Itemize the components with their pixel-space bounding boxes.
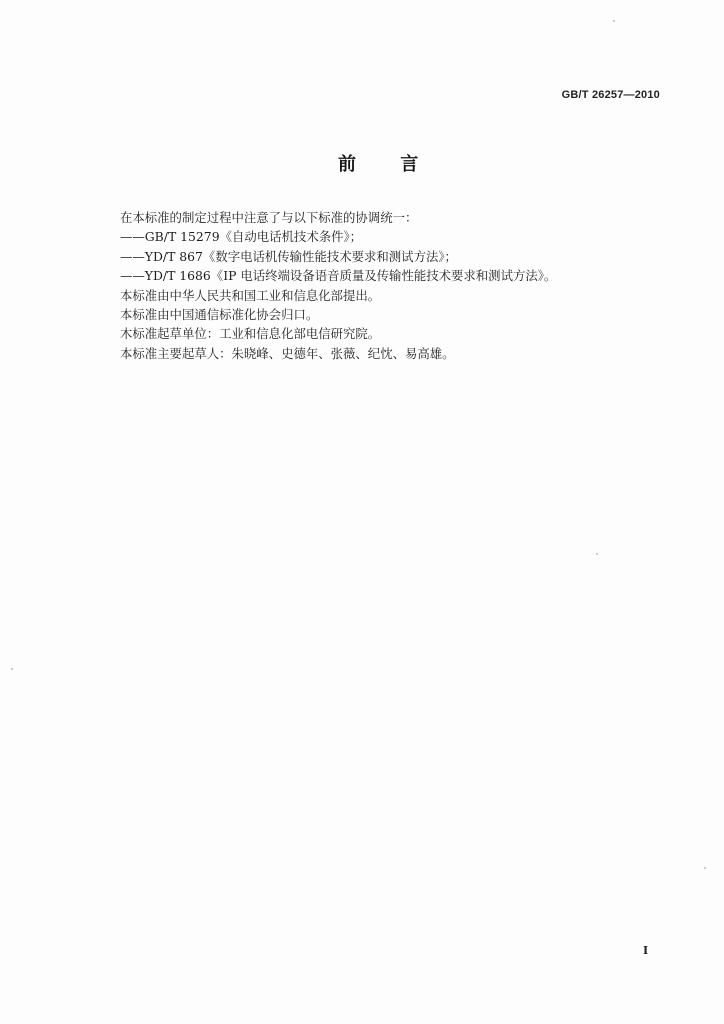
body-line: 木标准起草单位：工业和信息化部电信研究院。 <box>120 326 381 342</box>
body-line: ——GB/T 15279《自动电话机技术条件》； <box>120 229 363 245</box>
scan-speck <box>704 867 706 869</box>
page-number: I <box>643 944 649 957</box>
foreword-body <box>120 208 680 363</box>
scan-speck <box>11 668 13 670</box>
body-line: 本标准由中国通信标准化协会归口。 <box>120 306 319 322</box>
body-line: ——YD/T 867《数字电话机传输性能技术要求和测试方法》； <box>120 248 457 264</box>
body-line: 本标准由中华人民共和国工业和信息化部提出。 <box>120 287 381 303</box>
page-title: 前 言 <box>338 154 419 175</box>
body-line: ——YD/T 1686《IP 电话终端设备语音质量及传输性能技术要求和测试方法》。 <box>120 268 557 284</box>
scan-speck <box>613 20 615 22</box>
standard-number: GB/T 26257—2010 <box>561 89 660 101</box>
body-line: 在本标准的制定过程中注意了与以下标准的协调统一： <box>120 210 418 225</box>
body-line: 本标准主要起草人：朱晓峰、史德年、张薇、纪忱、易高雄。 <box>120 345 455 361</box>
scan-speck <box>596 553 598 555</box>
